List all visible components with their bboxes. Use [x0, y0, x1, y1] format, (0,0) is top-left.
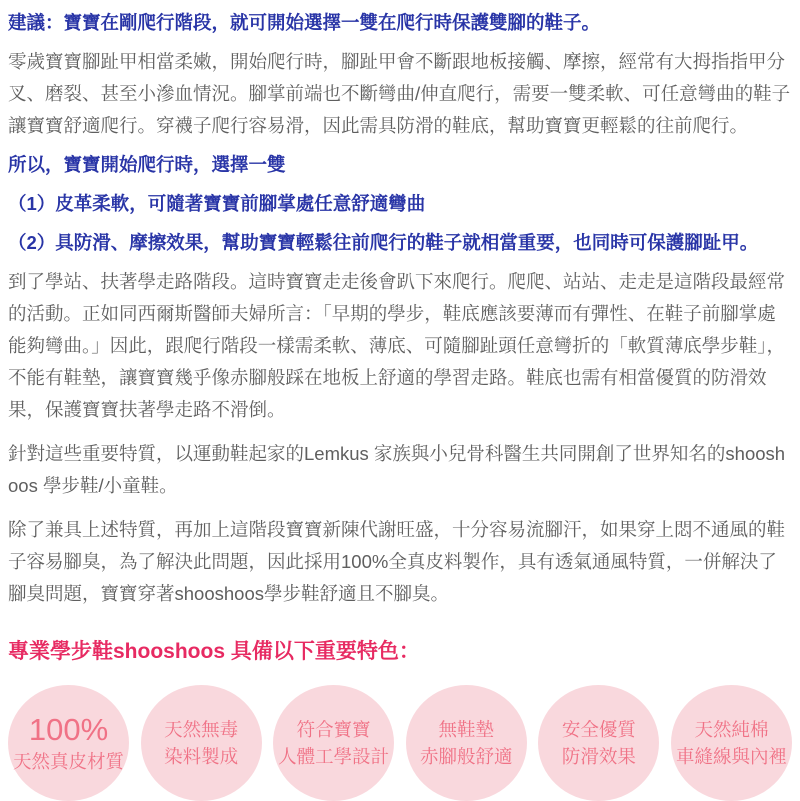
feature-line-2: 人體工學設計 [278, 746, 390, 767]
feature-circle-nontoxic-dye [141, 685, 262, 801]
advice-heading: 建議：寶寶在剛爬行階段，就可開始選擇一雙在爬行時保護雙腳的鞋子。 [8, 12, 601, 33]
feature-line-1: 無鞋墊 [438, 719, 495, 740]
feature-line-1: 天然無毒 [164, 719, 239, 740]
feature-circle-ergonomic [273, 685, 394, 801]
breathable-leather-paragraph: 除了兼具上述特質，再加上這階段寶寶新陳代謝旺盛，十分容易流腳汗，如果穿上悶不通風的鞋子容易腳臭，為了解決此問題，因此採用100%全真皮料製作，具有透氣通風特質，一併解決了腳臭問題，寶寶穿著shooshoos學步鞋舒適且不腳臭。 [8, 519, 786, 604]
feature-line-2: 天然真皮材質 [12, 750, 124, 772]
brand-origin-paragraph: 針對這些重要特質，以運動鞋起家的Lemkus 家族與小兒骨科醫生共同開創了世界知名的shooshoos 學步鞋/小童鞋。 [8, 443, 786, 496]
feature-circle-no-insole [406, 685, 527, 801]
features-heading: 專業學步鞋shooshoos 具備以下重要特色： [8, 640, 420, 663]
crawling-paragraph: 零歲寶寶腳趾甲相當柔嫩，開始爬行時，腳趾甲會不斷跟地板接觸、摩擦，經常有大拇指指甲分叉、磨裂、甚至小滲血情況。腳掌前端也不斷彎曲/伸直爬行，需要一雙柔軟、可任意彎曲的鞋子讓寶寶舒適爬行。穿襪子爬行容易滑，因此需具防滑的鞋底，幫助寶寶更輕鬆的往前爬行。 [8, 51, 791, 136]
feature-line-1: 100% [28, 711, 109, 747]
feature-line-2: 防滑效果 [561, 746, 636, 767]
feature-circle-antislip [538, 685, 659, 801]
feature-circle-leather [8, 685, 129, 801]
feature-line-1: 天然純棉 [694, 719, 769, 740]
feature-line-2: 赤腳般舒適 [420, 746, 513, 767]
feature-circles-row [8, 685, 792, 801]
walking-stage-paragraph: 到了學站、扶著學走路階段。這時寶寶走走後會趴下來爬行。爬爬、站站、走走是這階段最經常的活動。正如同西爾斯醫師夫婦所言：「早期的學步，鞋底應該要薄而有彈性、在鞋子前腳掌處能夠彎曲。」因此，跟爬行階段一樣需柔軟、薄底、可隨腳趾頭任意彎折的「軟質薄底學步鞋」，不能有鞋墊，讓寶寶幾乎像赤腳般踩在地板上舒適的學習走路。鞋底也需有相當優質的防滑效果，保護寶寶扶著學走路不滑倒。 [8, 271, 786, 420]
choose-intro-heading: 所以，寶寶開始爬行時，選擇一雙 [8, 154, 286, 175]
feature-line-1: 符合寶寶 [296, 719, 371, 740]
feature-line-1: 安全優質 [561, 719, 636, 740]
feature-line-2: 車縫線與內裡 [675, 746, 787, 767]
feature-line-2: 染料製成 [164, 746, 239, 767]
feature-circle-cotton-lining [671, 685, 792, 801]
choose-point-1: （1）皮革柔軟，可隨著寶寶前腳掌處任意舒適彎曲 [8, 193, 426, 214]
choose-point-2: （2）具防滑、摩擦效果，幫助寶寶輕鬆往前爬行的鞋子就相當重要，也同時可保護腳趾甲。 [8, 232, 759, 253]
